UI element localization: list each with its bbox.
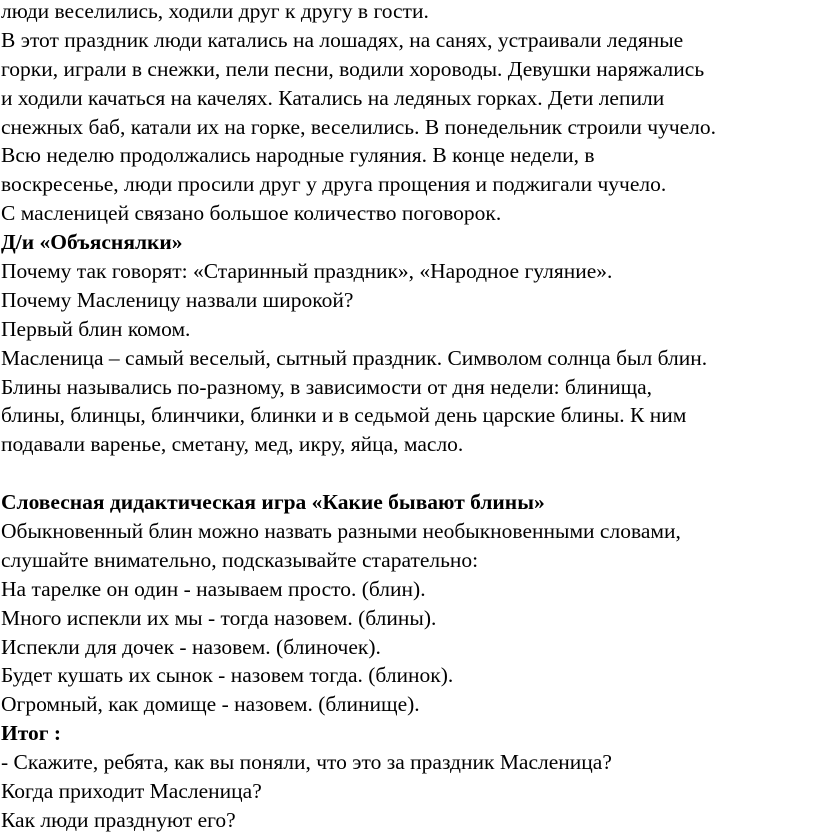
summary-section <box>0 748 816 835</box>
summary-heading: Итог : <box>1 721 62 746</box>
game2-section <box>0 517 816 719</box>
text-line: Первый блин комом. <box>1 316 191 341</box>
text-line: Много испекли их мы - тогда назовем. (блины). <box>1 605 437 630</box>
text-line: С масленицей связано большое количество поговорок. <box>1 201 502 226</box>
text-line: Как люди празднуют его? <box>1 807 236 832</box>
text-line: На тарелке он один - называем просто. (блин). <box>1 576 426 601</box>
text-line: В этот праздник люди катались на лошадях, на санях, устраивали ледяные <box>1 27 684 52</box>
text-line: подавали варенье, сметану, мед, икру, яйца, масло. <box>1 432 464 457</box>
blank-line <box>0 459 816 488</box>
text-line: Всю неделю продолжались народные гуляния. В конце недели, в <box>1 143 595 168</box>
text-line: и ходили качаться на качелях. Катались на ледяных горках. Дети лепили <box>1 85 665 110</box>
game2-heading: Словесная дидактическая игра «Какие бывают блины» <box>1 490 545 515</box>
text-line: Обыкновенный блин можно назвать разными необыкновенными словами, <box>1 519 681 544</box>
text-line: Огромный, как домище - назовем. (блинище). <box>1 692 420 717</box>
text-line: Когда приходит Масленица? <box>1 779 262 804</box>
text-line: воскресенье, люди просили друг у друга прощения и поджигали чучело. <box>1 172 667 197</box>
text-line: Блины назывались по-разному, в зависимости от дня недели: блинища, <box>1 374 653 399</box>
text-line: Почему Масленицу назвали широкой? <box>1 287 354 312</box>
text-line: Почему так говорят: «Старинный праздник», «Народное гуляние». <box>1 259 613 284</box>
text-line: Масленица – самый веселый, сытный праздник. Символом солнца был блин. <box>1 345 708 370</box>
intro-paragraph <box>0 0 816 228</box>
game1-heading: Д/и «Объяснялки» <box>1 230 183 255</box>
game1-section <box>0 257 816 459</box>
text-line: слушайте внимательно, подсказывайте старательно: <box>1 547 479 572</box>
text-line: снежных баб, катали их на горке, веселились. В понедельник строили чучело. <box>1 114 717 139</box>
text-line: Испекли для дочек - назовем. (блиночек). <box>1 634 381 659</box>
text-line: - Скажите, ребята, как вы поняли, что это за праздник Масленица? <box>1 750 612 775</box>
text-line: Будет кушать их сынок - назовем тогда. (блинок). <box>1 663 454 688</box>
text-line: блины, блинцы, блинчики, блинки и в седьмой день царские блины. К ним <box>1 403 687 428</box>
text-line: горки, играли в снежки, пели песни, водили хороводы. Девушки наряжались <box>1 56 705 81</box>
text-line: люди веселились, ходили друг к другу в гости. <box>1 0 429 23</box>
